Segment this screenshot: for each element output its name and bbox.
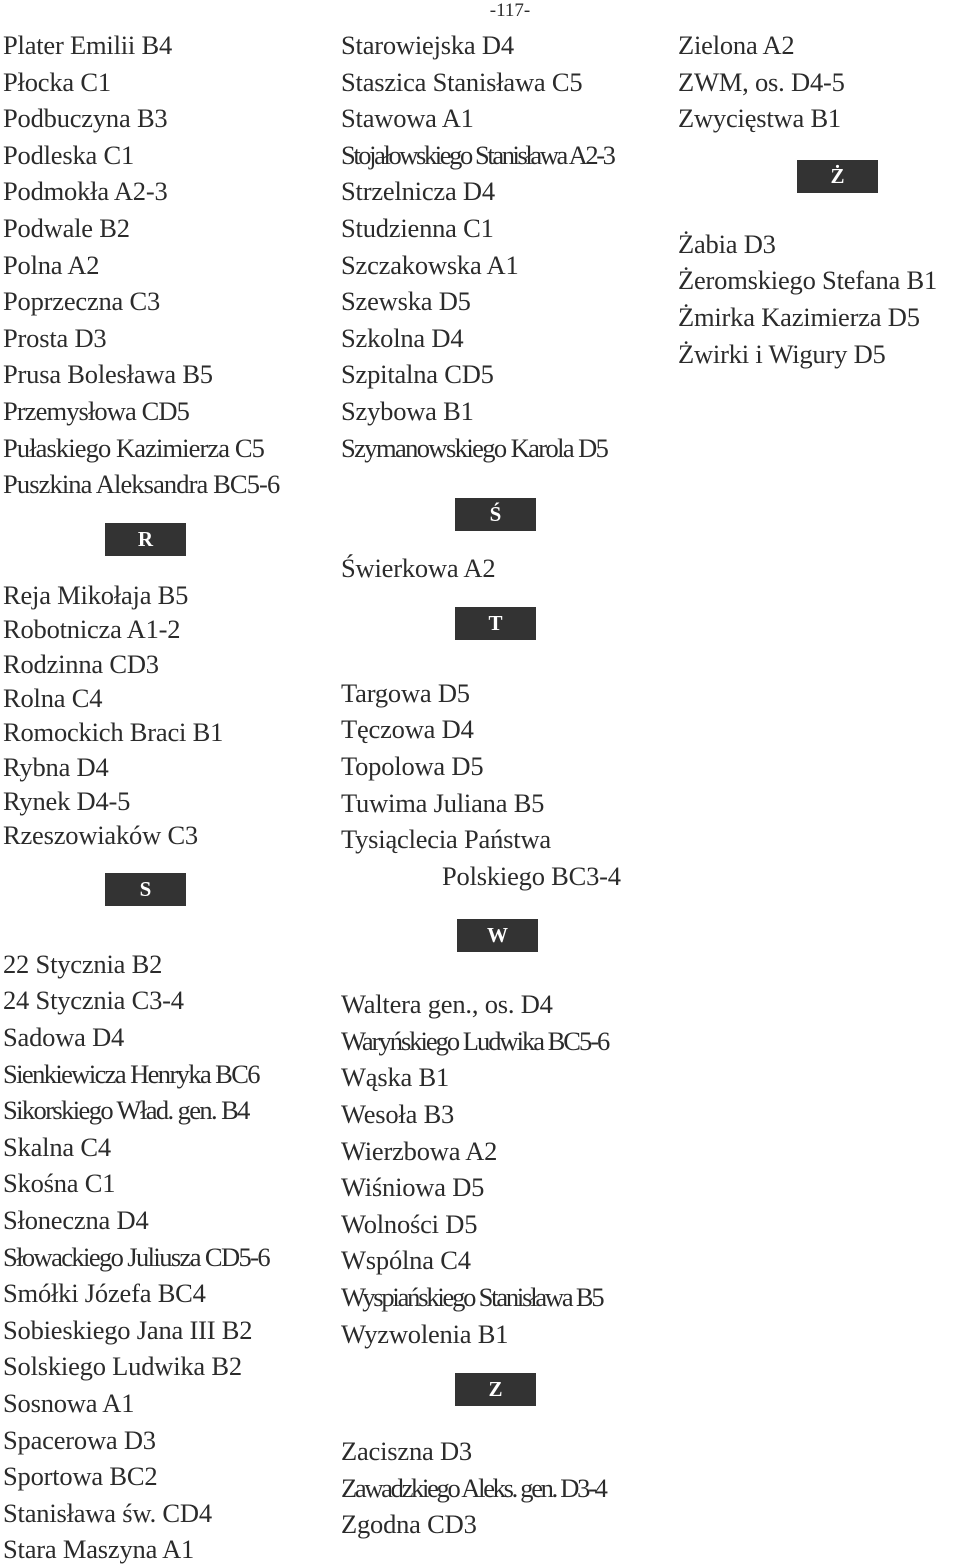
street-entry: Podwale B2 xyxy=(3,212,130,243)
street-entry: Waryńskiego Ludwika BC5-6 xyxy=(341,1025,609,1056)
street-entry: Sikorskiego Wład. gen. B4 xyxy=(3,1095,249,1126)
street-entry: Sadowa D4 xyxy=(3,1022,125,1053)
letter-header: S xyxy=(105,873,186,906)
index-column-2 xyxy=(341,27,671,1543)
street-entry: Szewska D5 xyxy=(341,286,471,317)
street-entry: Podleska C1 xyxy=(3,139,135,170)
street-entry: Stara Maszyna A1 xyxy=(3,1534,195,1565)
street-entry: Plater Emilii B4 xyxy=(3,30,173,60)
street-entry: Żeromskiego Stefana B1 xyxy=(678,265,938,296)
street-entry: Żmirka Kazimierza D5 xyxy=(678,301,920,332)
entry-block xyxy=(341,550,671,587)
street-entry: Tuwima Juliana B5 xyxy=(341,787,545,818)
street-entry: Sobieskiego Jana III B2 xyxy=(3,1314,253,1345)
letter-header: T xyxy=(455,607,536,640)
street-entry: Słoneczna D4 xyxy=(3,1205,149,1235)
letter-header: Z xyxy=(455,1373,536,1406)
street-entry: Podmokła A2-3 xyxy=(3,176,168,207)
letter-header-w-wrap xyxy=(341,894,671,986)
street-entry: Żwirki i Wigury D5 xyxy=(678,338,886,369)
street-entry: Sosnowa A1 xyxy=(3,1387,135,1418)
street-entry: Szkolna D4 xyxy=(341,322,464,353)
street-entry: Reja Mikołaja B5 xyxy=(3,579,189,610)
street-entry: Sienkiewicza Henryka BC6 xyxy=(3,1058,259,1089)
street-entry: Podbuczyna B3 xyxy=(3,103,168,134)
street-entry: Stanisława św. CD4 xyxy=(3,1497,212,1528)
street-entry: Szymanowskiego Karola D5 xyxy=(341,432,608,463)
street-entry: Tęczowa D4 xyxy=(341,714,474,745)
entry-block xyxy=(341,675,671,895)
letter-header-z-wrap xyxy=(341,1352,671,1433)
letter-header-t-wrap xyxy=(341,587,671,675)
letter-header-s-acute-wrap xyxy=(341,466,671,550)
street-entry: Tysiąclecia Państwa xyxy=(341,824,551,855)
street-entry: Żabia D3 xyxy=(678,228,776,259)
letter-header: Ż xyxy=(797,160,878,193)
street-entry: Rybna D4 xyxy=(3,751,109,782)
index-column-3 xyxy=(678,27,960,372)
index-column-1 xyxy=(3,27,333,1568)
street-entry: Prusa Bolesława B5 xyxy=(3,359,213,390)
street-entry: Romockich Braci B1 xyxy=(3,717,224,748)
street-entry: Wyspiańskiego Stanisława B5 xyxy=(341,1282,603,1313)
street-entry: Stawowa A1 xyxy=(341,103,474,134)
street-entry: Topolowa D5 xyxy=(341,750,484,781)
street-entry: Sportowa BC2 xyxy=(3,1461,158,1492)
street-entry: Solskiego Ludwika B2 xyxy=(3,1351,242,1382)
entry-block xyxy=(3,946,333,1568)
entry-block xyxy=(678,27,960,137)
street-entry: Studzienna C1 xyxy=(341,212,494,243)
street-entry: Zwycięstwa B1 xyxy=(678,103,841,134)
street-entry: Zawadzkiego Aleks. gen. D3-4 xyxy=(341,1472,606,1503)
street-entry: Polskiego BC3-4 xyxy=(442,860,621,891)
street-entry: Słowackiego Juliusza CD5-6 xyxy=(3,1241,270,1272)
street-entry: Puszkina Aleksandra BC5-6 xyxy=(3,469,280,500)
street-entry: Wesoła B3 xyxy=(341,1099,455,1130)
entry-block xyxy=(3,27,333,503)
letter-header: Ś xyxy=(455,498,536,531)
street-entry: Szybowa B1 xyxy=(341,395,474,426)
street-entry: Płocka C1 xyxy=(3,66,111,97)
street-entry: Świerkowa A2 xyxy=(341,553,496,584)
street-entry: Polna A2 xyxy=(3,249,100,280)
street-entry: Skalna C4 xyxy=(3,1131,111,1162)
street-entry: Szpitalna CD5 xyxy=(341,359,494,390)
street-entry: Zielona A2 xyxy=(678,30,795,60)
street-entry: Targowa D5 xyxy=(341,677,470,708)
street-entry: Stojałowskiego Stanisława A2-3 xyxy=(341,139,614,170)
street-entry: Prosta D3 xyxy=(3,322,107,353)
entry-block xyxy=(678,226,960,372)
street-entry: Robotnicza A1-2 xyxy=(3,614,181,645)
street-entry: Zaciszna D3 xyxy=(341,1436,472,1467)
street-entry: Pułaskiego Kazimierza C5 xyxy=(3,432,264,463)
street-entry: Zgodna CD3 xyxy=(341,1509,477,1540)
street-entry: Skośna C1 xyxy=(3,1168,116,1199)
street-entry: Wolności D5 xyxy=(341,1208,478,1239)
street-entry: Staszica Stanisława C5 xyxy=(341,66,583,97)
letter-header-z-dot-wrap xyxy=(678,137,960,226)
street-entry: 24 Stycznia C3-4 xyxy=(3,985,184,1016)
street-entry: Szczakowska A1 xyxy=(341,249,519,280)
entry-block xyxy=(3,578,333,853)
entry-block xyxy=(341,986,671,1352)
street-entry: Strzelnicza D4 xyxy=(341,176,495,207)
street-entry: Przemysłowa CD5 xyxy=(3,395,189,426)
street-entry: Waltera gen., os. D4 xyxy=(341,989,553,1020)
street-entry: Wiśniowa D5 xyxy=(341,1172,485,1203)
street-entry: Rzeszowiaków C3 xyxy=(3,820,198,851)
street-entry: ZWM, os. D4-5 xyxy=(678,66,845,97)
street-entry: 22 Stycznia B2 xyxy=(3,948,163,979)
page-number: -117- xyxy=(489,0,531,21)
street-entry: Wyzwolenia B1 xyxy=(341,1318,509,1349)
entry-block xyxy=(341,27,671,466)
street-entry: Poprzeczna C3 xyxy=(3,286,161,317)
street-entry: Rynek D4-5 xyxy=(3,786,131,817)
letter-header: W xyxy=(457,919,538,952)
street-entry: Spacerowa D3 xyxy=(3,1424,156,1455)
street-entry: Wierzbowa A2 xyxy=(341,1135,498,1166)
street-entry: Rodzinna CD3 xyxy=(3,648,159,679)
letter-header-r-wrap xyxy=(3,503,333,578)
street-entry: Wspólna C4 xyxy=(341,1245,471,1276)
letter-header-s-wrap xyxy=(3,853,333,946)
street-entry: Starowiejska D4 xyxy=(341,30,514,60)
entry-block xyxy=(341,1433,671,1543)
street-entry: Smółki Józefa BC4 xyxy=(3,1278,206,1309)
letter-header: R xyxy=(105,523,186,556)
street-entry: Rolna C4 xyxy=(3,682,103,713)
street-entry: Wąska B1 xyxy=(341,1062,450,1093)
